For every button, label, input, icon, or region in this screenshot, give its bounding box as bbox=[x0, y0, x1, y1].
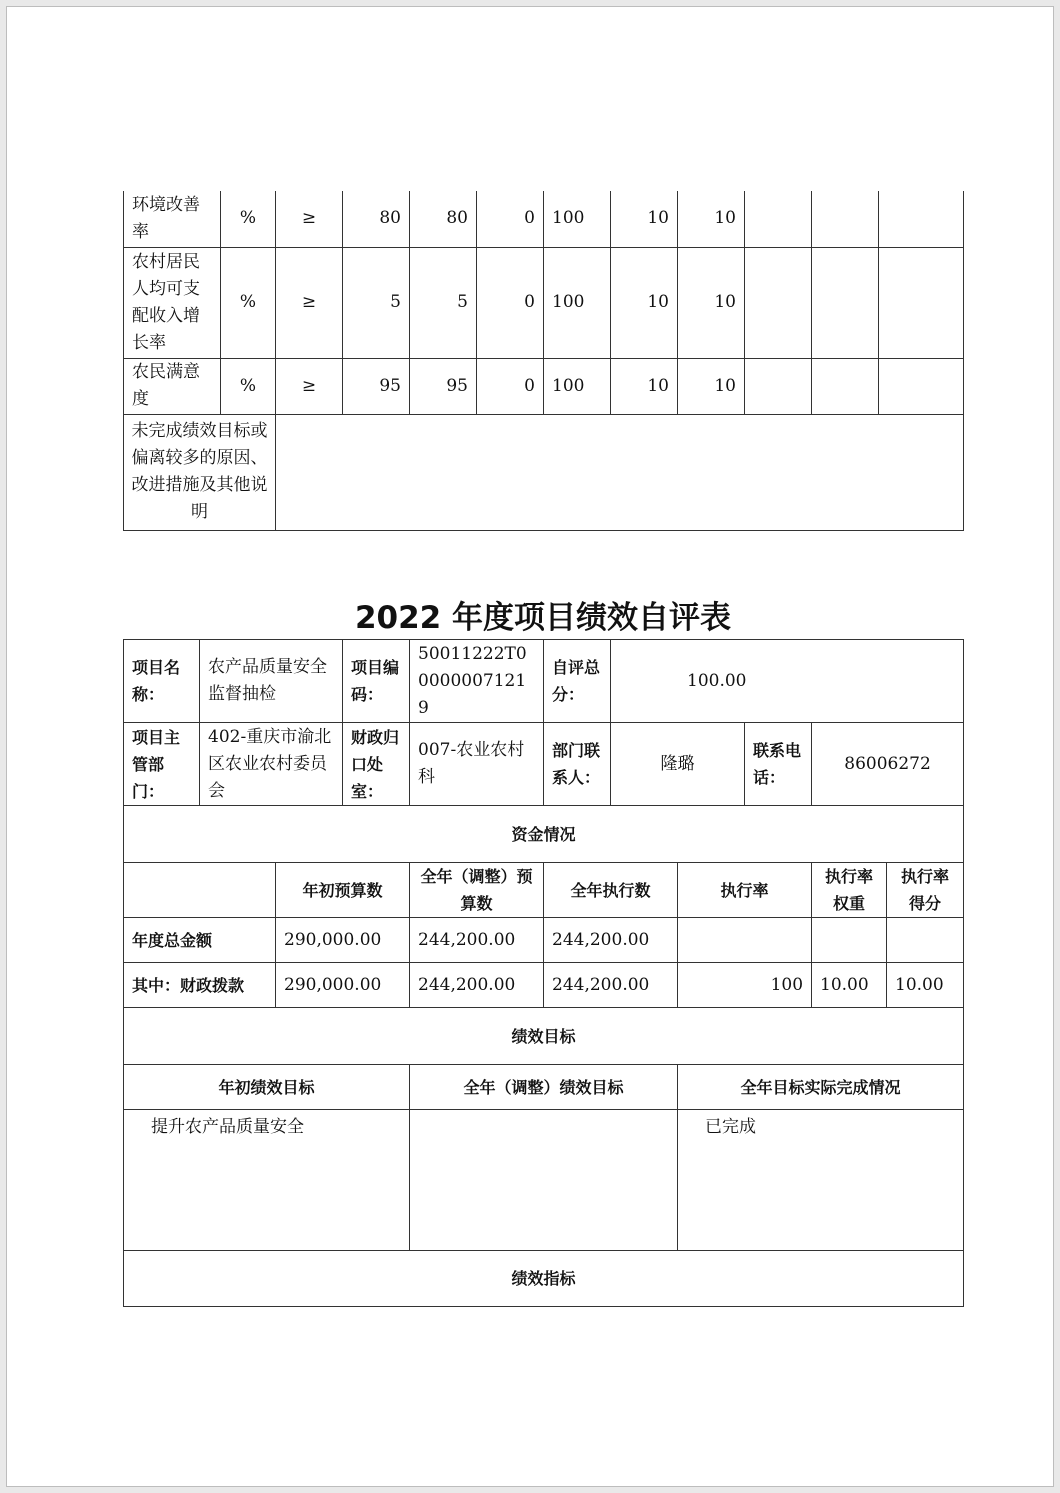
self-score: 100.00 bbox=[611, 640, 964, 723]
indicator-unit: % bbox=[221, 358, 276, 414]
empty-cell bbox=[879, 247, 964, 358]
funds-adjusted: 244,200.00 bbox=[410, 963, 544, 1008]
office-label: 财政归口处室： bbox=[343, 723, 410, 806]
indicator-rate: 100 bbox=[544, 191, 611, 247]
empty-cell bbox=[812, 247, 879, 358]
indicator-weight: 10 bbox=[611, 358, 678, 414]
phone-label: 联系电话： bbox=[745, 723, 812, 806]
empty-cell bbox=[879, 191, 964, 247]
funds-initial: 290,000.00 bbox=[276, 963, 410, 1008]
table-row bbox=[124, 1008, 964, 1065]
contact-label: 部门联系人： bbox=[544, 723, 611, 806]
table-row bbox=[124, 358, 964, 414]
indicator-weight: 10 bbox=[611, 191, 678, 247]
indicator-target: 80 bbox=[343, 191, 410, 247]
indicator-actual: 80 bbox=[410, 191, 477, 247]
funds-header-rate: 执行率 bbox=[678, 863, 812, 918]
table-row bbox=[124, 1110, 964, 1251]
goal-initial-value: 提升农产品质量安全 bbox=[124, 1110, 410, 1251]
goals-header-initial: 年初绩效目标 bbox=[124, 1065, 410, 1110]
table-row bbox=[124, 806, 964, 863]
indicator-deviation: 0 bbox=[477, 247, 544, 358]
funds-initial: 290,000.00 bbox=[276, 918, 410, 963]
empty-cell bbox=[745, 191, 812, 247]
funds-weight: 10.00 bbox=[812, 963, 887, 1008]
dept-value: 402-重庆市渝北区农业农村委员会 bbox=[200, 723, 343, 806]
funds-score: 10.00 bbox=[887, 963, 964, 1008]
indicator-actual: 5 bbox=[410, 247, 477, 358]
indicators-section-header: 绩效指标 bbox=[124, 1251, 964, 1307]
dept-label: 项目主管部门： bbox=[124, 723, 200, 806]
empty-cell bbox=[745, 358, 812, 414]
indicator-deviation: 0 bbox=[477, 191, 544, 247]
indicator-score: 10 bbox=[678, 358, 745, 414]
table-row bbox=[124, 723, 964, 806]
indicator-target: 5 bbox=[343, 247, 410, 358]
funds-header-weight: 执行率权重 bbox=[812, 863, 887, 918]
funds-rate: 100 bbox=[678, 963, 812, 1008]
contact-value: 隆璐 bbox=[611, 723, 745, 806]
funds-section-header: 资金情况 bbox=[124, 806, 964, 863]
funds-executed: 244,200.00 bbox=[544, 963, 678, 1008]
unfinished-note-label: 未完成绩效目标或偏离较多的原因、改进措施及其他说明 bbox=[124, 414, 276, 530]
project-code: 50011222T000000071219 bbox=[410, 640, 544, 723]
indicator-unit: % bbox=[221, 247, 276, 358]
funds-header-initial: 年初预算数 bbox=[276, 863, 410, 918]
indicator-actual: 95 bbox=[410, 358, 477, 414]
table-row bbox=[124, 1251, 964, 1307]
page-title: 2022 年度项目绩效自评表 bbox=[354, 600, 732, 636]
project-code-label: 项目编码： bbox=[343, 640, 410, 723]
funds-rate bbox=[678, 918, 812, 963]
indicator-operator: ≥ bbox=[276, 247, 343, 358]
project-name: 农产品质量安全监督抽检 bbox=[200, 640, 343, 723]
empty-cell bbox=[745, 247, 812, 358]
phone-value: 86006272 bbox=[812, 723, 964, 806]
table-row bbox=[124, 963, 964, 1008]
goals-header-adjusted: 全年（调整）绩效目标 bbox=[410, 1065, 678, 1110]
table-row bbox=[124, 640, 964, 723]
funds-score bbox=[887, 918, 964, 963]
indicator-operator: ≥ bbox=[276, 191, 343, 247]
empty-cell bbox=[124, 863, 276, 918]
table-row bbox=[124, 1065, 964, 1110]
indicator-operator: ≥ bbox=[276, 358, 343, 414]
goals-header-actual: 全年目标实际完成情况 bbox=[678, 1065, 964, 1110]
self-evaluation-table bbox=[123, 639, 964, 1307]
indicator-score: 10 bbox=[678, 191, 745, 247]
funds-adjusted: 244,200.00 bbox=[410, 918, 544, 963]
document-page bbox=[6, 6, 1054, 1487]
unfinished-note-value bbox=[276, 414, 964, 530]
funds-header-executed: 全年执行数 bbox=[544, 863, 678, 918]
self-score-label: 自评总分： bbox=[544, 640, 611, 723]
indicator-deviation: 0 bbox=[477, 358, 544, 414]
indicator-rate: 100 bbox=[544, 247, 611, 358]
indicator-unit: % bbox=[221, 191, 276, 247]
indicator-rate: 100 bbox=[544, 358, 611, 414]
indicator-weight: 10 bbox=[611, 247, 678, 358]
indicator-name: 农村居民人均可支配收入增长率 bbox=[124, 247, 221, 358]
funds-executed: 244,200.00 bbox=[544, 918, 678, 963]
table-row bbox=[124, 414, 964, 530]
empty-cell bbox=[812, 358, 879, 414]
office-value: 007-农业农村科 bbox=[410, 723, 544, 806]
funds-header-score: 执行率得分 bbox=[887, 863, 964, 918]
funds-weight bbox=[812, 918, 887, 963]
indicator-score: 10 bbox=[678, 247, 745, 358]
goal-adjusted-value bbox=[410, 1110, 678, 1251]
goals-section-header: 绩效目标 bbox=[124, 1008, 964, 1065]
table-row bbox=[124, 191, 964, 247]
funds-header-adjusted: 全年（调整）预算数 bbox=[410, 863, 544, 918]
goal-actual-value: 已完成 bbox=[678, 1110, 964, 1251]
indicator-name: 环境改善率 bbox=[124, 191, 221, 247]
funds-row-label: 其中：财政拨款 bbox=[124, 963, 276, 1008]
table-row bbox=[124, 863, 964, 918]
table-row bbox=[124, 918, 964, 963]
indicator-name: 农民满意度 bbox=[124, 358, 221, 414]
indicator-table-continued bbox=[123, 191, 964, 531]
empty-cell bbox=[812, 191, 879, 247]
project-name-label: 项目名称： bbox=[124, 640, 200, 723]
empty-cell bbox=[879, 358, 964, 414]
table-row bbox=[124, 247, 964, 358]
funds-row-label: 年度总金额 bbox=[124, 918, 276, 963]
indicator-target: 95 bbox=[343, 358, 410, 414]
